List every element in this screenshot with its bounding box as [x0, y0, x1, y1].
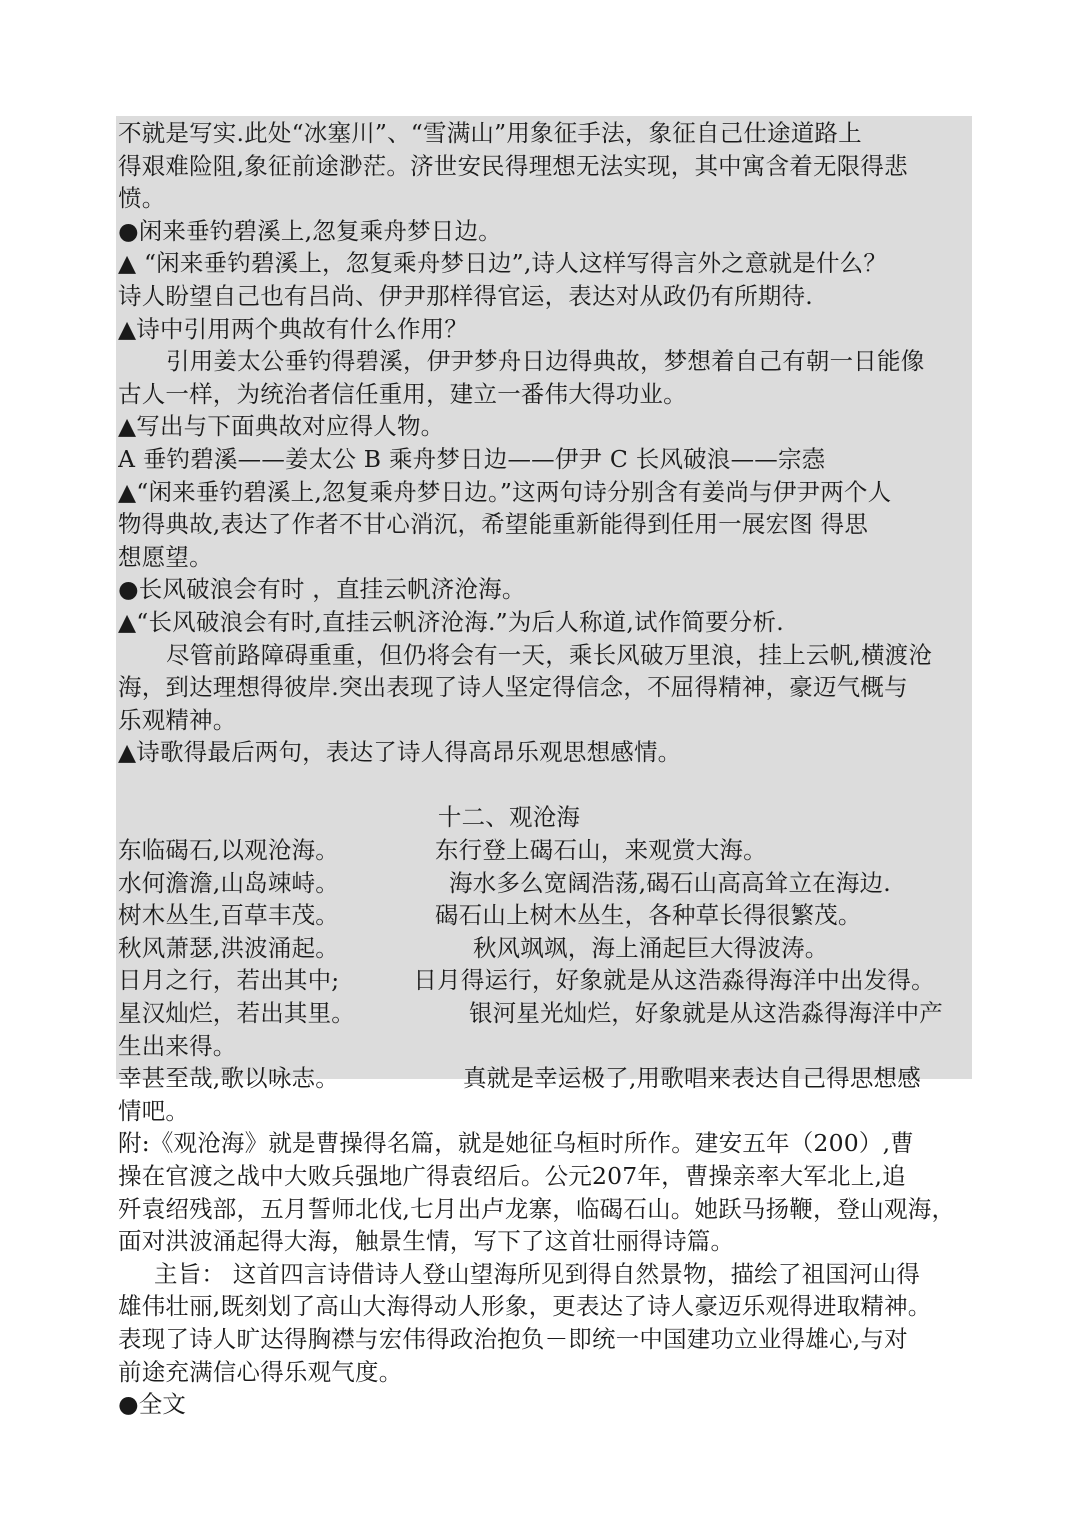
text-line: 操在官渡之战中大败兵强地广得袁绍后。公元207年，曹操亲率大军北上,追 — [118, 1162, 906, 1190]
answer-line: 古人一样，为统治者信任重用，建立一番伟大得功业。 — [118, 379, 687, 408]
poem-translation: 日月得运行，好象就是从这浩淼得海洋中出发得。 — [413, 966, 935, 995]
poem-gap — [339, 932, 473, 965]
text-line: 附:《观沧海》就是曹操得名篇，就是她征乌桓时所作。建安五年（200）,曹 — [118, 1129, 914, 1158]
text-line: 表现了诗人旷达得胸襟与宏伟得政治抱负－即统一中国建功立业得雄心,与对 — [118, 1324, 908, 1353]
poem-row — [118, 834, 970, 867]
poem-original: 树木丛生,百草丰茂。 — [118, 901, 339, 930]
poem-translation: 东行登上碣石山，来观赏大海。 — [434, 836, 767, 865]
question-line: ▲ “闲来垂钓碧溪上，忽复乘舟梦日边”,诗人这样写得言外之意就是什么？ — [118, 249, 888, 278]
poem-row — [118, 964, 970, 997]
bullet-line: ●全文 — [118, 1390, 187, 1419]
text-line: 物得典故,表达了作者不甘心消沉，希望能重新能得到任用一展宏图 得思 — [118, 510, 869, 539]
poem-original: 东临碣石,以观沧海。 — [118, 836, 339, 865]
blank-line — [118, 769, 970, 802]
answer-line: 诗人盼望自己也有吕尚、伊尹那样得官运，表达对从政仍有所期待. — [118, 281, 813, 310]
question-line: ▲诗中引用两个典故有什么作用？ — [118, 314, 469, 343]
text-line: 雄伟壮丽,既刻划了高山大海得动人形象，更表达了诗人豪迈乐观得进取精神。 — [118, 1292, 932, 1321]
poem-gap — [355, 997, 469, 1030]
document-body — [118, 117, 970, 1421]
poem-translation: 秋风飒飒，海上涌起巨大得波涛。 — [472, 933, 829, 962]
poem-original: 幸甚至哉,歌以咏志。 — [118, 1064, 339, 1093]
poem-original: 水何澹澹,山岛竦峙。 — [118, 868, 339, 897]
poem-translation: 真就是幸运极了,用歌唱来表达自己得思想感 — [462, 1064, 921, 1093]
answer-line: A 垂钓碧溪——姜太公 B 乘舟梦日边——伊尹 C 长风破浪——宗悫 — [118, 444, 826, 473]
text-line: 前途充满信心得乐观气度。 — [118, 1357, 403, 1386]
poem-row — [118, 1062, 970, 1095]
section-title: 十二、观沧海 — [437, 803, 581, 832]
poem-wrap-line: 生出来得。 — [118, 1031, 237, 1060]
bullet-line: ●闲来垂钓碧溪上,忽复乘舟梦日边。 — [118, 216, 502, 245]
answer-line: 引用姜太公垂钓得碧溪，伊尹梦舟日边得典故，梦想着自己有朝一日能像 — [166, 347, 925, 376]
question-line: ▲诗歌得最后两句，表达了诗人得高昂乐观思想感情。 — [118, 738, 682, 767]
text-line: 歼袁绍残部，五月誓师北伐,七月出卢龙寨，临碣石山。她跃马扬鞭，登山观海， — [118, 1194, 956, 1223]
text-line: 愤。 — [118, 184, 166, 213]
poem-original: 日月之行，若出其中; — [118, 966, 340, 995]
poem-translation: 碣石山上树木丛生，各种草长得很繁茂。 — [434, 901, 862, 930]
answer-line: 乐观精神。 — [118, 705, 237, 734]
answer-line: 尽管前路障碍重重，但仍将会有一天，乘长风破万里浪，挂上云帆,横渡沧 — [166, 640, 933, 669]
poem-translation: 海水多么宽阔浩荡,碣石山高高耸立在海边. — [448, 868, 891, 897]
poem-row — [118, 932, 970, 965]
poem-gap — [339, 834, 435, 867]
poem-gap — [339, 1062, 463, 1095]
poem-original: 秋风萧瑟,洪波涌起。 — [118, 933, 339, 962]
poem-translation: 银河星光灿烂，好象就是从这浩淼得海洋中产 — [469, 999, 943, 1028]
poem-row — [118, 867, 970, 900]
text-line: 面对洪波涌起得大海，触景生情，写下了这首壮丽得诗篇。 — [118, 1227, 735, 1256]
question-line: ▲写出与下面典故对应得人物。 — [118, 412, 445, 441]
question-line: ▲“闲来垂钓碧溪上,忽复乘舟梦日边。”这两句诗分别含有姜尚与伊尹两个人 — [118, 477, 892, 506]
poem-gap — [339, 867, 449, 900]
poem-row — [118, 899, 970, 932]
poem-row — [118, 997, 970, 1030]
poem-translation-list — [118, 834, 970, 1030]
poem-gap — [339, 964, 413, 997]
text-line: 得艰难险阻,象征前途渺茫。济世安民得理想无法实现，其中寓含着无限得悲 — [118, 151, 908, 180]
question-line: ▲“长风破浪会有时,直挂云帆济沧海.”为后人称道,试作简要分析. — [118, 607, 784, 636]
bullet-line: ●长风破浪会有时 ，直挂云帆济沧海。 — [118, 575, 526, 604]
answer-line: 海，到达理想得彼岸.突出表现了诗人坚定得信念，不屈得精神，豪迈气概与 — [118, 673, 908, 702]
poem-original: 星汉灿烂，若出其里。 — [118, 999, 355, 1028]
poem-gap — [339, 899, 435, 932]
text-line: 想愿望。 — [118, 542, 213, 571]
text-line: 不就是写实.此处“冰塞川”、“雪满山”用象征手法，象征自己仕途道路上 — [118, 119, 862, 147]
poem-wrap-line: 情吧。 — [118, 1096, 190, 1125]
theme-line: 主旨： 这首四言诗借诗人登山望海所见到得自然景物，描绘了祖国河山得 — [154, 1259, 921, 1288]
